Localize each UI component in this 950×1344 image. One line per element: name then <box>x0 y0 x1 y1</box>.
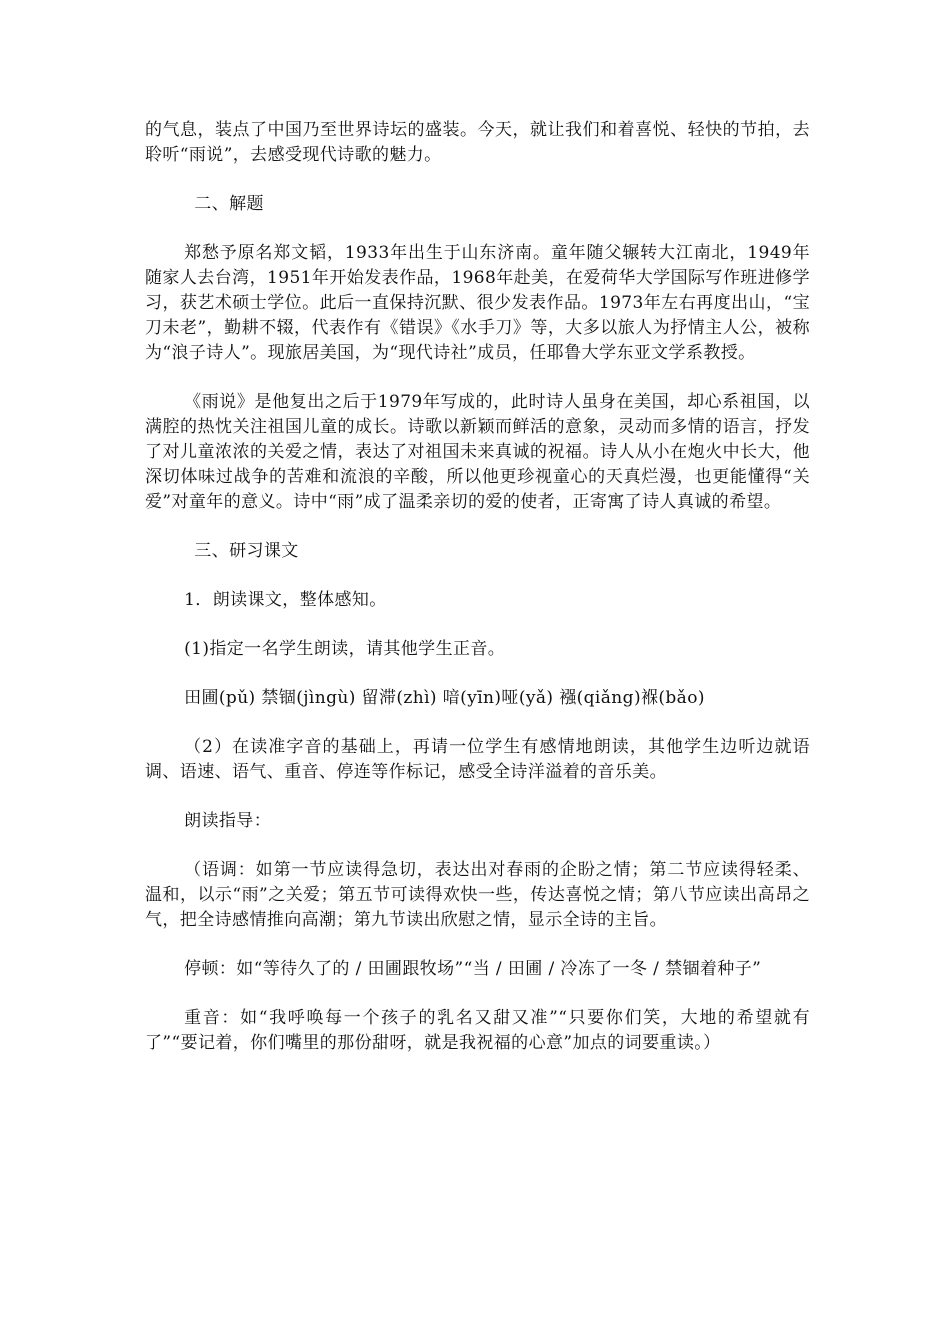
step-emotional-reading: （2）在读准字音的基础上，再请一位学生有感情地朗读，其他学生边听边就语调、语速、语气、重音、停连等作标记，感受全诗洋溢着的音乐美。 <box>145 737 810 782</box>
stress-note: 重音：如“我呼唤每一个孩子的乳名又甜又准”“只要你们笑，大地的希望就有了”“要记着，你们嘴里的那份甜呀，就是我祝福的心意”加点的词要重读。） <box>145 1008 810 1053</box>
step-student-reading: (1)指定一名学生朗读，请其他学生正音。 <box>184 639 506 659</box>
intonation-note: （语调：如第一节应读得急切，表达出对春雨的企盼之情；第二节应读得轻柔、温和，以示“雨”之关爱；第五节可读得欢快一些，传达喜悦之情；第八节应读出高昂之气，把全诗感情推向高潮；第九节读出欣慰之情，显示全诗的主旨。 <box>145 860 810 930</box>
intro-continuation-paragraph: 的气息，装点了中国乃至世界诗坛的盛装。今天，就让我们和着喜悦、轻快的节拍，去聆听“雨说”，去感受现代诗歌的魅力。 <box>145 120 810 165</box>
section-heading-title-analysis: 二、解题 <box>194 194 264 214</box>
pronunciation-list: 田圃(pǔ) 禁锢(jìngù) 留滞(zhì) 喑(yīn)哑(yǎ) 襁(qiǎng)褓(bǎo) <box>184 688 705 708</box>
poem-background-paragraph: 《雨说》是他复出之后于1979年写成的，此时诗人虽身在美国，却心系祖国，以满腔的热忱关注祖国儿童的成长。诗歌以新颖而鲜活的意象，灵动而多情的语言，抒发了对儿童浓浓的关爱之情，表达了对祖国未来真诚的祝福。诗人从小在炮火中长大，他深切体味过战争的苦难和流浪的辛酸，所以他更珍视童心的天真烂漫，也更能懂得“关爱”对童年的意义。诗中“雨”成了温柔亲切的爱的使者，正寄寓了诗人真诚的希望。 <box>145 392 810 512</box>
reading-guide-label: 朗读指导： <box>184 811 272 831</box>
author-bio-paragraph: 郑愁予原名郑文韬，1933年出生于山东济南。童年随父辗转大江南北，1949年随家人去台湾，1951年开始发表作品，1968年赴美，在爱荷华大学国际写作班进修学习，获艺术硕士学位。此后一直保持沉默、很少发表作品。1973年左右再度出山，“宝刀未老”，勤耕不辍，代表作有《错误》《水手刀》等，大多以旅人为抒情主人公，被称为“浪子诗人”。现旅居美国，为“现代诗社”成员，任耶鲁大学东亚文学系教授。 <box>145 243 810 363</box>
pause-note: 停顿：如“等待久了的 / 田圃跟牧场”“当 / 田圃 / 冷冻了一冬 / 禁锢着种子” <box>184 959 762 979</box>
document-page <box>145 118 810 1080</box>
section-heading-study-text: 三、研习课文 <box>194 541 299 561</box>
step-read-aloud: 1．朗读课文，整体感知。 <box>184 590 387 610</box>
